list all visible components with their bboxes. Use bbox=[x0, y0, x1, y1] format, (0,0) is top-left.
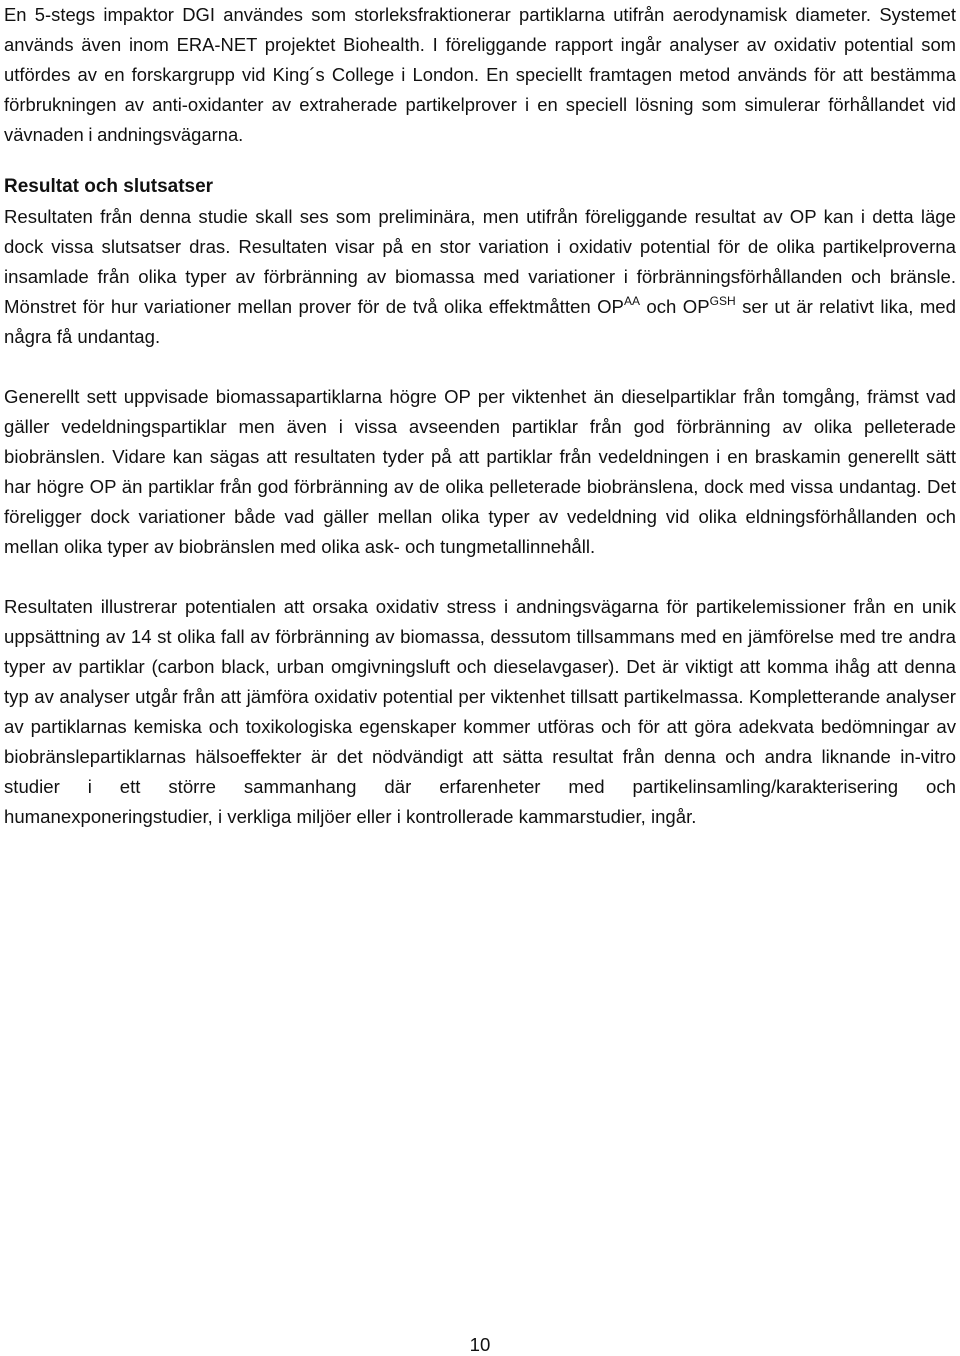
paragraph-gap bbox=[4, 352, 956, 382]
results-text-after: ser ut är relativt lika, med några få undantag. bbox=[4, 296, 956, 347]
intro-text-antioxidant: En speciellt framtagen metod används för att bestämma förbrukningen av anti-oxidanter av extraherade partikelprover i en speciell lösning som simulerar förhållandet vid vävnaden i andningsvägarna. bbox=[4, 64, 956, 145]
results-text-before: Resultaten från denna studie skall ses som preliminära, men utifrån föreliggande resultat av OP kan i detta läge dock vissa slutsatser dras. Resultaten visar på en stor variation i oxidativ potential för de olika partikelproverna insamlade från olika typer av förbränning av biomassa med variationer i förbränningsförhållanden och bränsle. Mönstret för hur variationer mellan prover för de två olika effektmåtten OP bbox=[4, 206, 956, 317]
results-text-mid: och OP bbox=[639, 296, 710, 317]
results-paragraph-biomass: Generellt sett uppvisade biomassapartiklarna högre OP per viktenhet än dieselpartiklar från tomgång, främst vad gäller vedeldningspartiklar men även i vissa avseenden partiklar från god förbränning av olika pelleterade biobränslen. Vidare kan sägas att resultaten tyder på att partiklar från vedeldningen i en braskamin generellt sätt har högre OP än partiklar från god förbränning av de olika pelleterade biobränslena, dock med vissa undantag. Det föreligger dock variationer både vad gäller mellan olika typer av vedeldning vid olika eldningsförhållanden och mellan olika typer av biobränslen med olika ask- och tungmetallinnehåll. bbox=[4, 386, 956, 557]
page-number: 10 bbox=[469, 1334, 491, 1355]
superscript-gsh: GSH bbox=[709, 294, 736, 308]
paragraph-gap bbox=[4, 562, 956, 592]
results-paragraph-preliminary bbox=[4, 202, 956, 352]
superscript-aa: AA bbox=[623, 294, 640, 308]
intro-text-impactor: En 5-stegs impaktor DGI användes som storleksfraktionerar partiklarna utifrån aerodynamisk diameter. Systemet används även inom ERA-NET projektet Biohealth. I föreliggande rapport ingår analyser av oxidativ potential som utfördes av en forskargrupp vid King´s College i London. bbox=[4, 4, 956, 85]
section-heading-results: Resultat och slutsatser bbox=[4, 176, 214, 197]
document-page bbox=[4, 0, 956, 832]
intro-paragraph-method bbox=[4, 0, 956, 150]
results-paragraph-illustrate: Resultaten illustrerar potentialen att orsaka oxidativ stress i andningsvägarna för partikelemissioner från en unik uppsättning av 14 st olika fall av förbränning av biomassa, dessutom tillsammans med en jämförelse med tre andra typer av partiklar (carbon black, urban omgivningsluft och dieselavgaser). Det är viktigt att komma ihåg att denna typ av analyser utgår från att jämföra oxidativ potential per viktenhet tillsatt partikelmassa. Kompletterande analyser av partiklarnas kemiska och toxikologiska egenskaper kommer utföras och för att göra adekvata bedömningar av biobränslepartiklarnas hälsoeffekter är det nödvändigt att sätta resultat från denna och andra liknande in-vitro studier i ett större sammanhang där erfarenheter med partikelinsamling/karakterisering och humanexponeringstudier, i verkliga miljöer eller i kontrollerade kammarstudier, ingår. bbox=[4, 596, 956, 827]
